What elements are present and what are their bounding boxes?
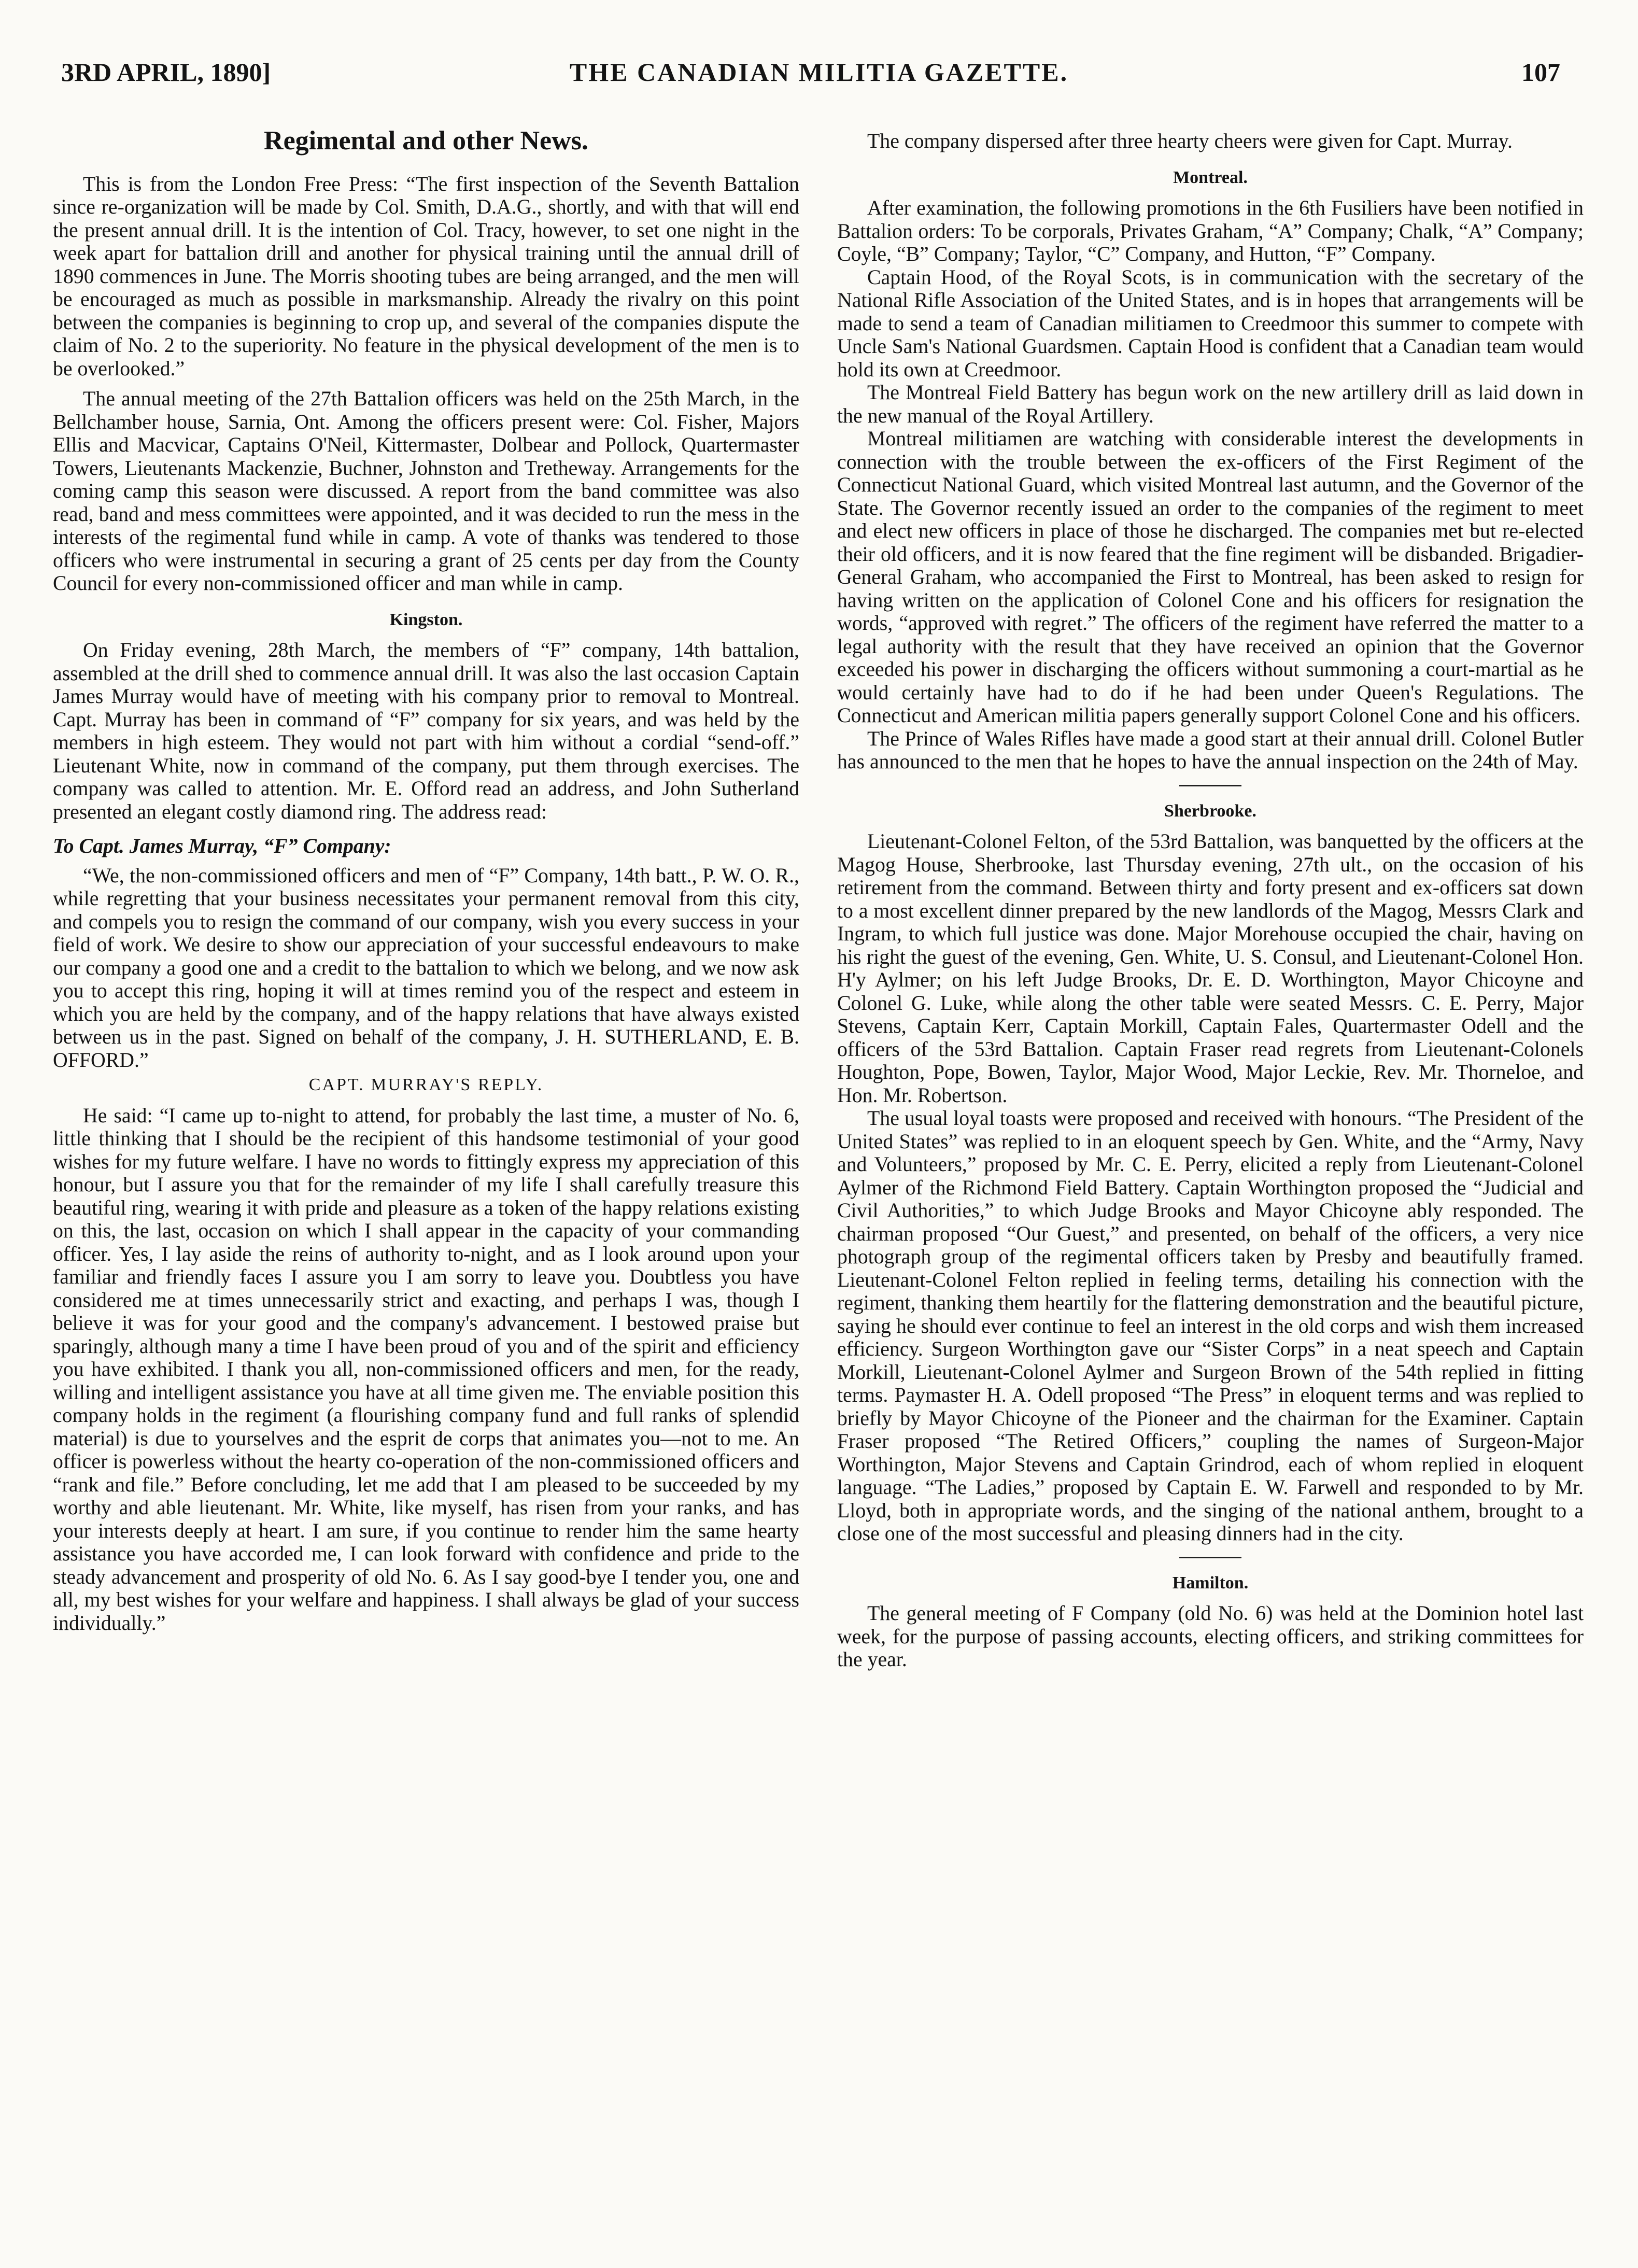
section-heading-sherbrooke: Sherbrooke.	[1164, 801, 1256, 821]
article-paragraph: The company dispersed after three hearty cheers were given for Capt. Murray.	[867, 130, 1513, 152]
article-paragraph: The Prince of Wales Rifles have made a good start at their annual drill. Colonel Butler has announced to the men that he hopes to have the annual inspection on the 24th of May.	[837, 727, 1584, 773]
article-paragraph: The general meeting of F Company (old No. 6) was held at the Dominion hotel last week, for the purpose of passing accounts, electing officers, and striking committees for the year.	[837, 1602, 1584, 1671]
article-paragraph: Montreal militiamen are watching with considerable interest the developments in connection with the trouble between the ex-officers of the First Regiment of the Connecticut National Guard, which visited Montreal last autumn, and the Governor of the State. The Governor recently issued an order to the companies of the regiment to meet and elect new officers in place of those he discharged. The companies met but re-elected their old officers, and it is now feared that the fine regiment will be disbanded. Brigadier-General Graham, who accompanied the First to Montreal, has been asked to resign for having written on the application of Colonel Cone and his officers for resignation the words, “approved with regret.” The officers of the regiment have referred the matter to a legal authority with the result that they have received an opinion that the Governor exceeded his power in discharging the officers without summoning a court-martial as he would certainly have had to do if he had been under Queen's Regulations. The Connecticut and American militia papers generally support Colonel Cone and his officers.	[837, 427, 1584, 727]
reply-text: He said: “I came up to-night to attend, for probably the last time, a muster of No. 6, little thinking that I should be the recipient of this handsome testimonial of your good wishes for my future welfare. I have no words to fittingly express my appreciation of this honour, but I assure you that for the remainder of my life I shall carefully treasure this beautiful ring, wearing it with pride and pleasure as a token of the happy relations existing on this, the last, occasion on which I shall appear in the capacity of your commanding officer. Yes, I lay aside the reins of authority to-night, and as I look around upon your familiar and friendly faces I assure you I am sorry to leave you. Doubtless you have considered me at times unnecessarily strict and exacting, and perhaps I was, though I believe it was for your good and the company's advancement. I bestowed praise but sparingly, although many a time I have been proud of you and of the spirit and efficiency you have exhibited. I thank you all, non-commissioned officers and men, for the ready, willing and intelligent assistance you have at all time given me. The enviable position this company holds in the regiment (a flourishing company fund and full ranks of splendid material) is due to yourselves and the esprit de corps that animates you—not to me. An officer is powerless without the hearty co-operation of the non-commissioned officers and “rank and file.” Before concluding, let me add that I am pleased to be succeeded by my worthy and able lieutenant. Mr. White, like myself, has risen from your ranks, and has your interests deeply at heart. I am sure, if you continue to render him the same hearty assistance you have accorded me, I can look forward with confidence and pride to the steady advancement and prosperity of old No. 6. As I say good-bye I tender you, one and all, my best wishes for your welfare and happiness. I shall always be glad of your success individually.”	[53, 1104, 799, 1635]
section-divider	[1179, 1557, 1241, 1558]
article-paragraph: This is from the London Free Press: “The first inspection of the Seventh Battalion since re-organization will be made by Col. Smith, D.A.G., shortly, and with that will end the present annual drill. It is the intention of Col. Tracy, however, to set one night in the week apart for battalion drill and another for physical training until the annual drill of 1890 commences in June. The Morris shooting tubes are being arranged, and the men will be encouraged as much as possible in marksmanship. Already the rivalry on this point between the companies is beginning to crop up, and several of the companies dispute the claim of No. 2 to the superiority. No feature in the physical development of the men is to be overlooked.”	[53, 172, 799, 380]
article-paragraph: The usual loyal toasts were proposed and received with honours. “The President of the United States” was replied to in an eloquent speech by Gen. White, and the “Army, Navy and Volunteers,” proposed by Mr. C. E. Perry, elicited a reply from Lieutenant-Colonel Aylmer of the Richmond Field Battery. Captain Worthington proposed the “Judicial and Civil Authorities,” to which Judge Brooks and Mayor Chicoyne ably responded. The chairman proposed “Our Guest,” and presented, on behalf of the officers, a very nice photograph group of the regimental officers taken by Presby and beautifully framed. Lieutenant-Colonel Felton replied in feeling terms, detailing his connection with the regiment, thanking them heartily for the flattering demonstration and the beautiful picture, saying he should ever continue to feel an interest in the old corps and wish them increased efficiency. Surgeon Worthington gave our “Sister Corps” in a neat speech and Captain Morkill, Lieutenant-Colonel Aylmer and Surgeon Brown of the 54th replied in fitting terms. Paymaster H. A. Odell proposed “The Press” in eloquent terms and was replied to briefly by Mayor Chicoyne of the Pioneer and the chairman for the Examiner. Captain Fraser proposed “The Retired Officers,” coupling the names of Surgeon-Major Worthington, Major Stevens and Captain Grindrod, each of whom replied in eloquent language. “The Ladies,” proposed by Captain E. W. Farwell and responded to by Mr. Lloyd, both in appropriate words, and the singing of the national anthem, brought to a close one of the most successful and pleasing dinners had in the city.	[837, 1107, 1584, 1545]
section-heading-hamilton: Hamilton.	[1172, 1573, 1249, 1593]
article-paragraph: On Friday evening, 28th March, the members of “F” company, 14th battalion, assembled at the drill shed to commence annual drill. It was also the last occasion Captain James Murray would have of meeting with his company prior to removal to Montreal. Capt. Murray has been in command of “F” company for six years, and was held by the members in high esteem. They would not part with him without a cordial “send-off.” Lieutenant White, now in command of the company, put them through exercises. The company was called to attention. Mr. E. Offord read an address, and John Sutherland presented an elegant costly diamond ring. The address read:	[53, 639, 799, 823]
address-salutation: To Capt. James Murray, “F” Company:	[53, 835, 391, 857]
article-paragraph: After examination, the following promotions in the 6th Fusiliers have been notified in Battalion orders: To be corporals, Privates Graham, “A” Company; Chalk, “A” Company; Coyle, “B” Company; Taylor, “C” Company, and Hutton, “F” Company.	[837, 196, 1584, 265]
section-heading-montreal: Montreal.	[1173, 167, 1248, 187]
article-paragraph: Lieutenant-Colonel Felton, of the 53rd Battalion, was banquetted by the officers at the Magog House, Sherbrooke, last Thursday evening, 27th ult., on the occasion of his retirement from the command. Between thirty and forty present and ex-officers sat down to a most excellent dinner prepared by the new landlords of the Magog, Messrs Clark and Ingram, to which full justice was done. Major Morehouse occupied the chair, having on his right the guest of the evening, Gen. White, U. S. Consul, and Lieutenant-Colonel Hon. H'y Aylmer; on his left Judge Brooks, Dr. E. D. Worthington, Mayor Chicoyne and Colonel G. Luke, while along the other table were seated Messrs. C. E. Perry, Major Stevens, Captain Kerr, Captain Morkill, Captain Fales, Quartermaster Odell and the officers of the 53rd Battalion. Captain Fraser read regrets from Lieutenant-Colonels Houghton, Pope, Bowen, Taylor, Major Wood, Major Leckie, Rev. Mr. Thorneloe, and Hon. Mr. Robertson.	[837, 830, 1584, 1107]
issue-date: 3RD APRIL, 1890]	[61, 58, 271, 87]
address-text: “We, the non-commissioned officers and men of “F” Company, 14th batt., P. W. O. R., while regretting that your business necessitates your permanent removal from this city, and compels you to resign the command of our company, wish you every success in your field of work. We desire to show our appreciation of your successful endeavours to make our company a good one and a credit to the battalion to which we belong, and we now ask you to accept this ring, hoping it will at times remind you of the respect and esteem in which you are held by the company, and of the happy relations that have always existed between us in the past. Signed on behalf of the company, J. H. SUTHERLAND, E. B. OFFORD.”	[53, 864, 799, 1072]
section-heading-regimental-news: Regimental and other News.	[264, 126, 588, 156]
left-column	[53, 126, 799, 1635]
section-divider	[1179, 785, 1241, 786]
section-heading-kingston: Kingston.	[389, 610, 463, 629]
article-paragraph: Captain Hood, of the Royal Scots, is in communication with the secretary of the National Rifle Association of the United States, and is in hopes that arrangements will be made to send a team of Canadian militiamen to Creedmoor this summer to compete with Uncle Sam's National Guardsmen. Captain Hood is confident that a Canadian team would hold its own at Creedmoor.	[837, 265, 1584, 381]
masthead-title: THE CANADIAN MILITIA GAZETTE.	[569, 58, 1069, 87]
article-paragraph: The Montreal Field Battery has begun work on the new artillery drill as laid down in the new manual of the Royal Artillery.	[837, 381, 1584, 427]
page-number: 107	[1521, 58, 1560, 87]
right-column	[837, 130, 1584, 1671]
subheading-murray-reply: CAPT. MURRAY'S REPLY.	[308, 1075, 544, 1094]
article-paragraph: The annual meeting of the 27th Battalion officers was held on the 25th March, in the Bellchamber house, Sarnia, Ont. Among the officers present were: Col. Fisher, Majors Ellis and Macvicar, Captains O'Neil, Kittermaster, Dolbear and Pollock, Quartermaster Towers, Lieutenants Mackenzie, Buchner, Johnston and Tretheway. Arrangements for the coming camp this season were discussed. A report from the band committee was also read, band and mess committees were appointed, and it was decided to run the mess in the interests of the regimental fund while in camp. A vote of thanks was tendered to those officers who were instrumental in securing a grant of 25 cents per day from the County Council for every non-commissioned officer and man while in camp.	[53, 387, 799, 595]
